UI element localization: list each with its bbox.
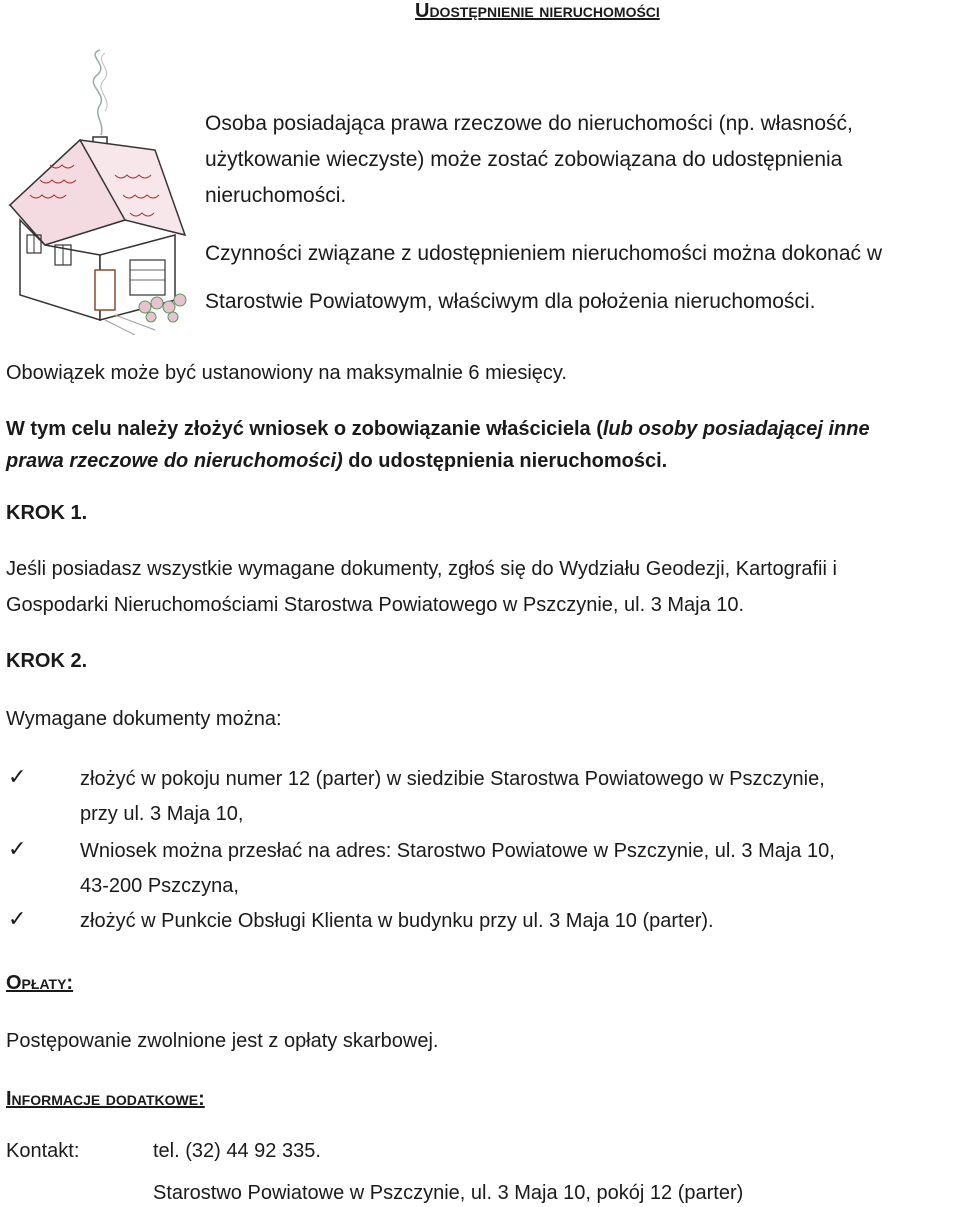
application-text-1: W tym celu należy złożyć wniosek o zobowiązanie właściciela ( xyxy=(6,418,603,440)
contact-label: Kontakt: xyxy=(6,1140,80,1162)
bullet-2-line-2: 43-200 Pszczyna, xyxy=(80,875,239,897)
bullet-1-line-2: przy ul. 3 Maja 10, xyxy=(80,803,244,825)
step2-intro: Wymagane dokumenty można: xyxy=(6,708,282,730)
checkmark-icon: ✓ xyxy=(8,836,27,861)
house-sketch-icon xyxy=(5,45,195,335)
info-heading: Informacje dodatkowe: xyxy=(6,1088,205,1110)
bullet-1-line-1: złożyć w pokoju numer 12 (parter) w siedzibie Starostwa Powiatowego w Pszczynie, xyxy=(80,768,825,790)
page-title: Udostępnienie nieruchomości xyxy=(415,0,660,22)
application-text-2: do udostępnienia nieruchomości. xyxy=(342,450,668,472)
application-line-2 xyxy=(6,450,667,473)
step1-line-2: Gospodarki Nieruchomościami Starostwa Powiatowego w Pszczynie, ul. 3 Maja 10. xyxy=(6,594,745,616)
fees-heading: Opłaty: xyxy=(6,972,74,994)
intro-line-3: nieruchomości. xyxy=(205,184,347,207)
checkmark-icon: ✓ xyxy=(8,906,27,931)
step1-line-1: Jeśli posiadasz wszystkie wymagane dokumenty, zgłoś się do Wydziału Geodezji, Kartografii i xyxy=(6,558,837,580)
application-italic-1: lub osoby posiadającej inne xyxy=(602,418,870,440)
checkmark-icon: ✓ xyxy=(8,764,27,789)
bullet-3-line-1: złożyć w Punkcie Obsługi Klienta w budynku przy ul. 3 Maja 10 (parter). xyxy=(80,910,714,932)
fees-text: Postępowanie zwolnione jest z opłaty skarbowej. xyxy=(6,1030,439,1052)
intro-line-1: Osoba posiadająca prawa rzeczowe do nieruchomości (np. własność, xyxy=(205,112,853,135)
contact-address: Starostwo Powiatowe w Pszczynie, ul. 3 Maja 10, pokój 12 (parter) xyxy=(153,1182,744,1204)
step1-heading: KROK 1. xyxy=(6,502,88,524)
step2-heading: KROK 2. xyxy=(6,650,88,672)
intro-line-4: Czynności związane z udostępnieniem nieruchomości można dokonać w xyxy=(205,242,883,265)
obligation-text: Obowiązek może być ustanowiony na maksymalnie 6 miesięcy. xyxy=(6,362,567,384)
bullet-2-line-1: Wniosek można przesłać na adres: Starostwo Powiatowe w Pszczynie, ul. 3 Maja 10, xyxy=(80,840,835,862)
intro-line-5: Starostwie Powiatowym, właściwym dla położenia nieruchomości. xyxy=(205,290,816,313)
application-italic-2: prawa rzeczowe do nieruchomości) xyxy=(6,450,343,472)
contact-phone: tel. (32) 44 92 335. xyxy=(153,1140,321,1162)
application-line-1 xyxy=(6,418,870,441)
intro-line-2: użytkowanie wieczyste) może zostać zobowiązana do udostępnienia xyxy=(205,148,843,171)
